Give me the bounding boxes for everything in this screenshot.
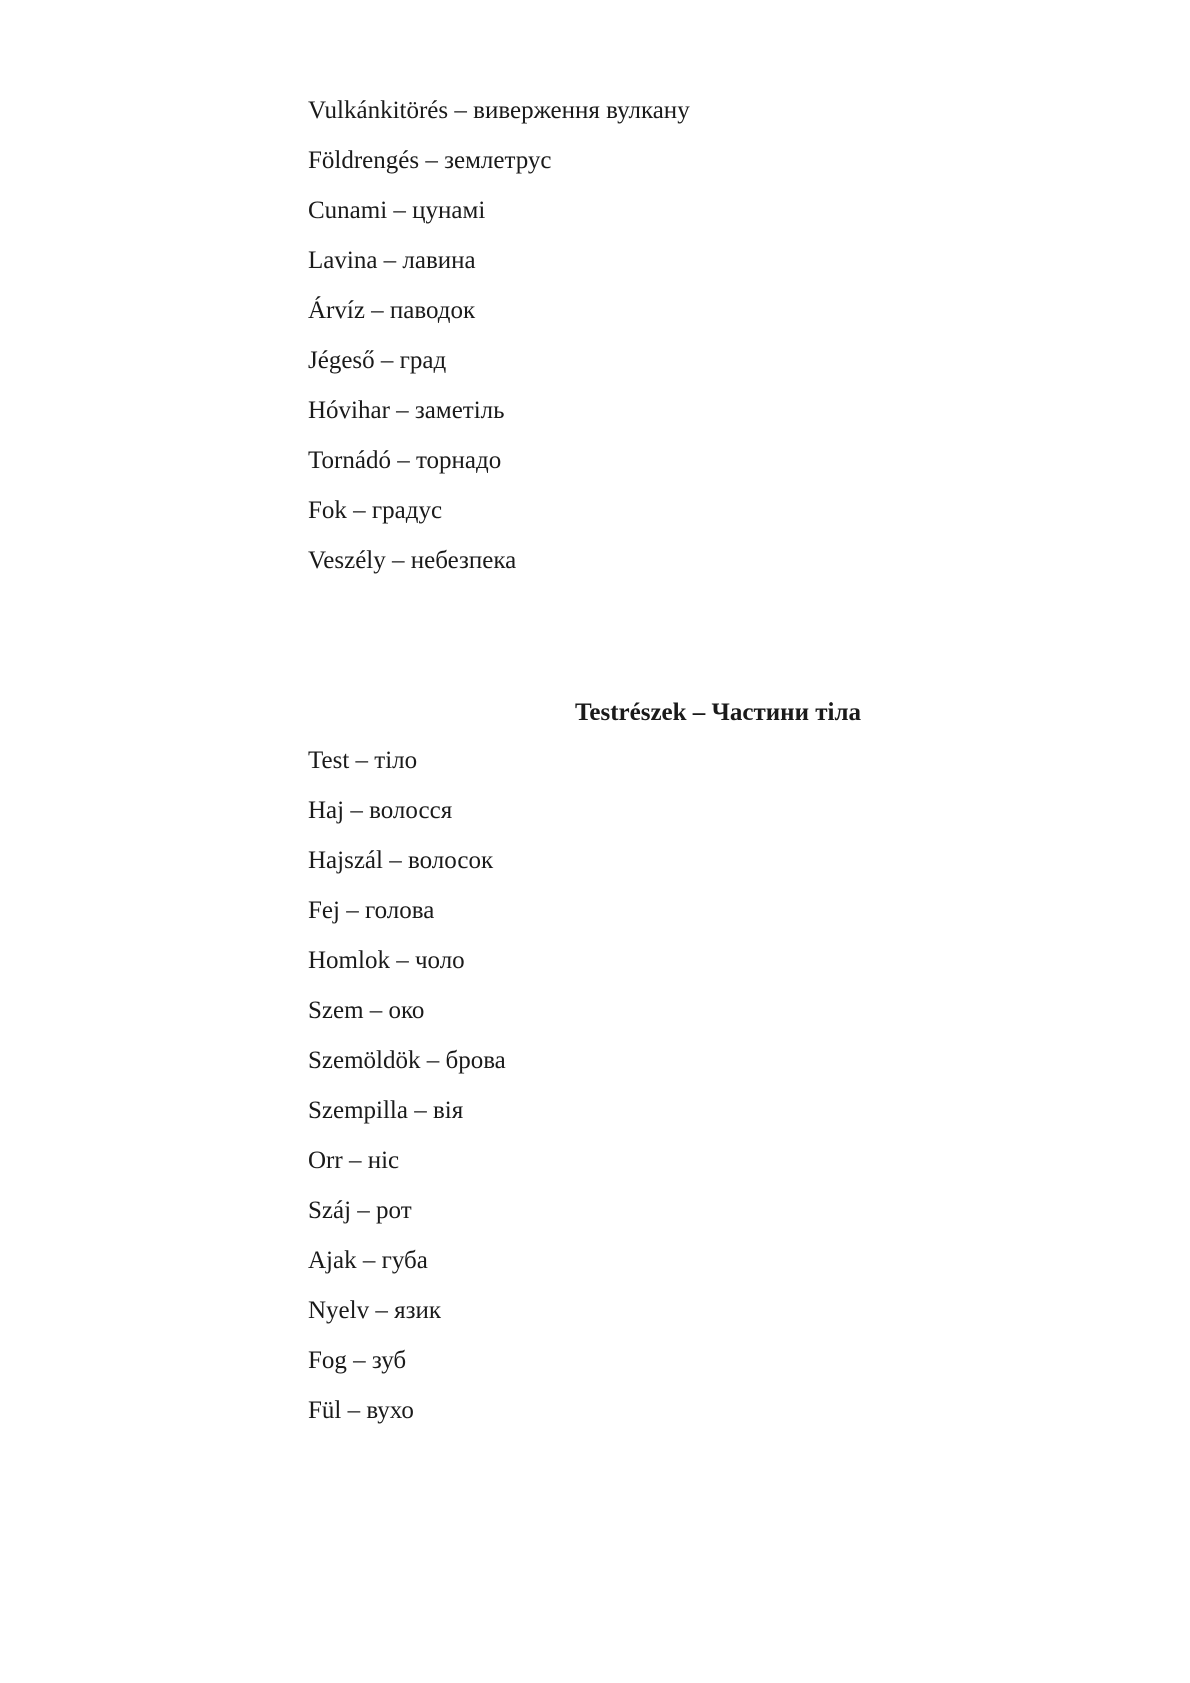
vocab-item: Hajszál – волосок — [308, 847, 494, 874]
vocab-item: Orr – ніс — [308, 1147, 400, 1174]
vocab-item: Jégeső – град — [308, 347, 447, 374]
body-parts-vocabulary-list — [308, 736, 506, 1436]
vocab-item: Veszély – небезпека — [308, 547, 517, 574]
vocab-item: Test – тіло — [308, 747, 418, 774]
vocab-item: Szempilla – вія — [308, 1097, 464, 1124]
disaster-vocabulary-list — [308, 86, 690, 586]
vocab-item: Hóvihar – заметіль — [308, 397, 505, 424]
vocab-item: Száj – рот — [308, 1197, 412, 1224]
vocab-item: Tornádó – торнадо — [308, 447, 502, 474]
vocab-item: Szemöldök – брова — [308, 1047, 506, 1074]
vocab-item: Szem – око — [308, 997, 425, 1024]
vocab-item: Cunami – цунамі — [308, 197, 486, 224]
vocab-item: Fej – голова — [308, 897, 435, 924]
section-heading-body-parts: Testrészek – Частини тіла — [575, 699, 861, 726]
vocab-item: Fok – градус — [308, 497, 443, 524]
vocab-item: Fog – зуб — [308, 1347, 407, 1374]
vocab-item: Haj – волосся — [308, 797, 453, 824]
vocab-item: Fül – вухо — [308, 1397, 414, 1424]
vocab-item: Homlok – чоло — [308, 947, 465, 974]
vocab-item: Vulkánkitörés – виверження вулкану — [308, 97, 690, 124]
vocab-item: Ajak – губа — [308, 1247, 428, 1274]
vocab-item: Árvíz – паводок — [308, 297, 476, 324]
vocab-item: Lavina – лавина — [308, 247, 476, 274]
vocab-item: Nyelv – язик — [308, 1297, 441, 1324]
vocab-item: Földrengés – землетрус — [308, 147, 552, 174]
